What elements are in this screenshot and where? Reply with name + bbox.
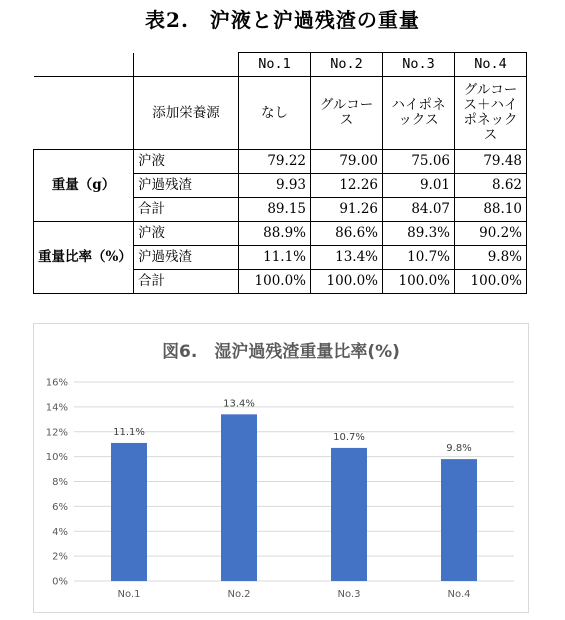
table-cell: 89.15 [239,198,311,222]
row-label: 沪過残渣 [134,246,239,270]
nutrient-header: 添加栄養源 [134,77,239,150]
table-cell: 86.6% [311,222,383,246]
table-cell: 88.9% [239,222,311,246]
bar [221,414,257,581]
chart-title: 図6. 湿沪過残渣重量比率(%) [162,342,400,362]
table-cell: 100.0% [383,270,455,294]
data-label: 10.7% [333,431,365,443]
table-cell: 84.07 [383,198,455,222]
table-row [34,222,527,246]
chart-frame [33,323,529,613]
nutrient-cell: なし [239,77,311,150]
row-label: 沪液 [134,150,239,174]
table-cell: 13.4% [311,246,383,270]
table-corner-cell [34,77,134,150]
table-cell: 9.8% [455,246,527,270]
table-cell: 91.26 [311,198,383,222]
bar [111,443,147,581]
table-cell: 79.22 [239,150,311,174]
table-cell: 9.93 [239,174,311,198]
y-tick-label: 6% [52,501,68,513]
row-label: 沪過残渣 [134,174,239,198]
y-tick-label: 10% [45,452,68,464]
data-label: 11.1% [113,426,145,438]
table-cell: 90.2% [455,222,527,246]
row-label: 沪液 [134,222,239,246]
table-row [34,150,527,174]
table-corner-cell [34,53,134,77]
results-table [33,52,527,294]
table-cell: 89.3% [383,222,455,246]
nutrient-cell: ハイポネックス [383,77,455,150]
nutrient-row [34,77,527,150]
column-header: No.2 [311,53,383,77]
group-label-weight: 重量（g） [34,150,134,222]
row-label: 合計 [134,198,239,222]
table-corner-cell [134,53,239,77]
column-header: No.4 [455,53,527,77]
nutrient-cell: グルコース＋ハイポネックス [455,77,527,150]
column-header: No.3 [383,53,455,77]
bar [331,448,367,581]
y-tick-label: 2% [52,551,68,563]
y-tick-label: 12% [45,427,68,439]
table-cell: 11.1% [239,246,311,270]
table-cell: 79.48 [455,150,527,174]
data-label: 9.8% [446,443,472,455]
y-tick-label: 0% [52,576,68,588]
table-cell: 100.0% [311,270,383,294]
table-cell: 88.10 [455,198,527,222]
x-tick-label: No.1 [117,589,141,600]
y-tick-label: 14% [45,402,68,414]
bar-chart [34,324,528,612]
y-tick-label: 4% [52,526,68,538]
table-cell: 9.01 [383,174,455,198]
table-cell: 75.06 [383,150,455,174]
table-cell: 10.7% [383,246,455,270]
table-header-row [34,53,527,77]
nutrient-cell: グルコース [311,77,383,150]
table-cell: 100.0% [455,270,527,294]
x-tick-label: No.3 [337,589,361,600]
table-cell: 12.26 [311,174,383,198]
column-header: No.1 [239,53,311,77]
labels [46,378,472,601]
table-cell: 8.62 [455,174,527,198]
data-label: 13.4% [223,398,255,410]
bar [441,459,477,581]
table-title: 表2. 沪液と沪過残渣の重量 [145,8,420,32]
group-label-ratio: 重量比率（%） [34,222,134,294]
y-tick-label: 8% [52,477,68,488]
y-tick-label: 16% [45,377,68,389]
x-tick-label: No.2 [227,589,251,600]
table-cell: 79.00 [311,150,383,174]
row-label: 合計 [134,270,239,294]
x-tick-label: No.4 [447,589,471,600]
table-cell: 100.0% [239,270,311,294]
